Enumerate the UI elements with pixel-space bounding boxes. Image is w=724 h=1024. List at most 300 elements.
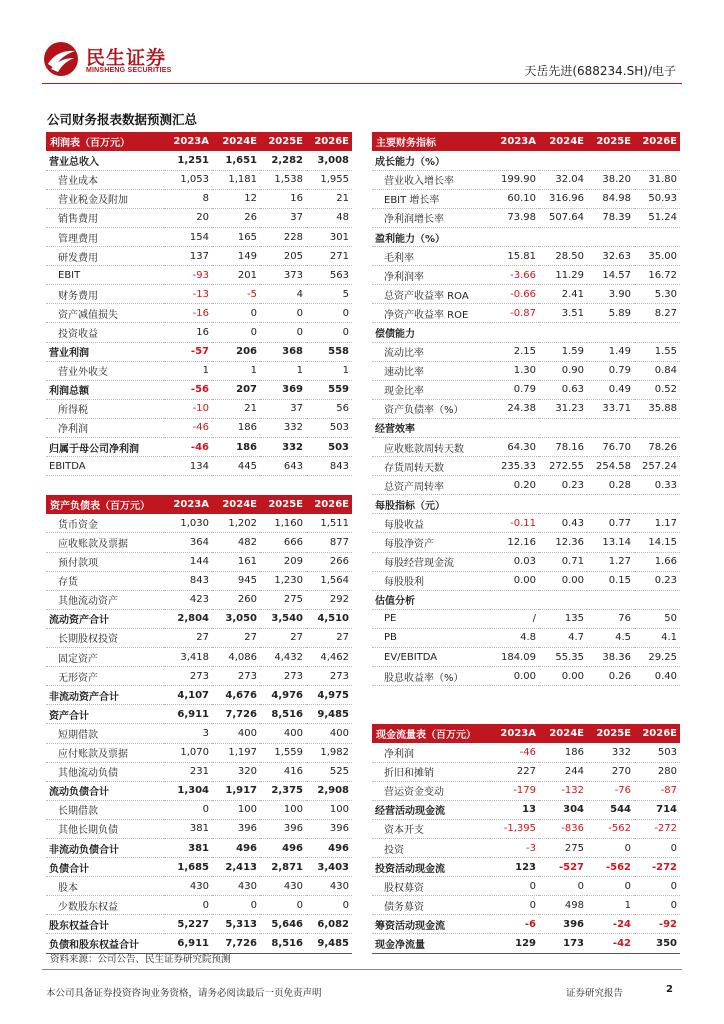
table-row [372, 342, 680, 361]
row-label: 研发费用 [46, 247, 164, 266]
value-cell: 100 [212, 800, 260, 819]
spacer-row [372, 686, 680, 705]
value-cell: -132 [539, 781, 587, 800]
value-cell: 0.40 [634, 667, 680, 686]
value-cell: -46 [164, 418, 212, 437]
value-cell: 843 [164, 571, 212, 590]
row-label: EV/EBITDA [372, 648, 490, 667]
spacer-cell [372, 686, 680, 705]
value-cell: 35.88 [634, 399, 680, 418]
value-cell: 32.04 [539, 170, 587, 189]
row-label: 营业利润 [46, 342, 164, 361]
header-label: 利润表（百万元） [46, 132, 164, 151]
value-cell [490, 418, 539, 437]
value-cell: 161 [212, 552, 260, 571]
value-cell: 60.10 [490, 189, 539, 208]
value-cell: 16 [260, 189, 306, 208]
value-cell: 11.29 [539, 266, 587, 285]
row-label: 成长能力（%） [372, 151, 490, 170]
value-cell [634, 495, 680, 514]
value-cell: -0.87 [490, 304, 539, 323]
value-cell: 12.36 [539, 533, 587, 552]
row-label: 净资产收益率 ROE [372, 304, 490, 323]
table-row [46, 418, 352, 437]
table-row [372, 800, 680, 819]
value-cell: -24 [587, 915, 634, 934]
row-label: 股东权益合计 [46, 915, 164, 934]
value-cell: 423 [164, 590, 212, 609]
table-row [46, 533, 352, 552]
header-year: 2026E [306, 495, 352, 514]
value-cell: 149 [212, 247, 260, 266]
value-cell: 496 [260, 838, 306, 857]
table-row [46, 227, 352, 246]
value-cell: 186 [212, 438, 260, 457]
value-cell: 301 [306, 227, 352, 246]
row-label: PE [372, 609, 490, 628]
row-label: PB [372, 628, 490, 647]
value-cell: 135 [539, 609, 587, 628]
value-cell: 1,511 [306, 514, 352, 533]
value-cell: 4.5 [587, 628, 634, 647]
value-cell [587, 323, 634, 342]
value-cell: 28.50 [539, 247, 587, 266]
row-label: 股权募资 [372, 877, 490, 896]
value-cell: 5,646 [260, 915, 306, 934]
value-cell: 260 [212, 590, 260, 609]
value-cell [490, 495, 539, 514]
value-cell: 33.71 [587, 399, 634, 418]
value-cell: 1.27 [587, 552, 634, 571]
value-cell: 5,313 [212, 915, 260, 934]
value-cell: -3 [490, 838, 539, 857]
logo-en-text: MINSHENG SECURITIES [86, 67, 172, 74]
value-cell: -272 [634, 819, 680, 838]
table-row [372, 189, 680, 208]
value-cell [587, 590, 634, 609]
value-cell: 16.72 [634, 266, 680, 285]
value-cell: 4,976 [260, 686, 306, 705]
table-row [372, 628, 680, 647]
value-cell: 2,871 [260, 858, 306, 877]
value-cell: -562 [587, 819, 634, 838]
row-label: EBIT 增长率 [372, 189, 490, 208]
table-row [46, 628, 352, 647]
row-label: 经营活动现金流 [372, 800, 490, 819]
row-label: 预付款项 [46, 552, 164, 571]
value-cell: 0 [306, 896, 352, 915]
table-row [46, 399, 352, 418]
row-label: 股息收益率（%） [372, 667, 490, 686]
value-cell: 1,160 [260, 514, 306, 533]
value-cell: 51.24 [634, 208, 680, 227]
table-row [372, 590, 680, 609]
table-row [46, 323, 352, 342]
row-label: 非流动资产合计 [46, 686, 164, 705]
value-cell: 396 [212, 819, 260, 838]
value-cell [634, 227, 680, 246]
value-cell: / [490, 609, 539, 628]
value-cell: 0.20 [490, 476, 539, 495]
value-cell: 231 [164, 762, 212, 781]
value-cell: 0.00 [539, 667, 587, 686]
spacer-row [372, 705, 680, 724]
value-cell: 1,202 [212, 514, 260, 533]
value-cell [587, 418, 634, 437]
row-label: 净利润率 [372, 266, 490, 285]
value-cell: 1 [306, 361, 352, 380]
row-label: 营业税金及附加 [46, 189, 164, 208]
row-label: 存货周转天数 [372, 457, 490, 476]
row-label: 存货 [46, 571, 164, 590]
value-cell: 0.71 [539, 552, 587, 571]
table-row [372, 247, 680, 266]
table-row [46, 514, 352, 533]
value-cell: 0.79 [490, 380, 539, 399]
value-cell: -562 [587, 858, 634, 877]
value-cell: 186 [212, 418, 260, 437]
row-label: 货币资金 [46, 514, 164, 533]
value-cell: 48 [306, 208, 352, 227]
value-cell: -527 [539, 858, 587, 877]
value-cell: 76.70 [587, 438, 634, 457]
header-divider [42, 83, 682, 84]
value-cell: 50 [634, 609, 680, 628]
value-cell: 1,955 [306, 170, 352, 189]
row-label: 长期借款 [46, 800, 164, 819]
value-cell: 877 [306, 533, 352, 552]
value-cell: -46 [490, 743, 539, 762]
value-cell: 4,432 [260, 648, 306, 667]
row-label: 短期借款 [46, 724, 164, 743]
value-cell: 31.80 [634, 170, 680, 189]
table-row [372, 266, 680, 285]
value-cell: -92 [634, 915, 680, 934]
value-cell: 0.43 [539, 514, 587, 533]
value-cell: 563 [306, 266, 352, 285]
right-financial-table [372, 132, 680, 954]
row-label: 流动资产合计 [46, 609, 164, 628]
table-row [46, 877, 352, 896]
value-cell: 2,413 [212, 858, 260, 877]
row-label: 投资收益 [46, 323, 164, 342]
value-cell: 1,917 [212, 781, 260, 800]
value-cell: 316.96 [539, 189, 587, 208]
table-row [372, 819, 680, 838]
value-cell: 0 [306, 304, 352, 323]
row-label: 无形资产 [46, 667, 164, 686]
value-cell: 0 [212, 896, 260, 915]
value-cell: 273 [306, 667, 352, 686]
value-cell: 4,510 [306, 609, 352, 628]
value-cell: 1 [260, 361, 306, 380]
value-cell: 14.15 [634, 533, 680, 552]
value-cell: 2,908 [306, 781, 352, 800]
value-cell [490, 323, 539, 342]
table-row [372, 170, 680, 189]
table-row [372, 208, 680, 227]
value-cell: 8.27 [634, 304, 680, 323]
value-cell [539, 418, 587, 437]
header-label: 主要财务指标 [372, 132, 490, 151]
table-row [372, 571, 680, 590]
spacer-cell [372, 705, 680, 724]
table-header-row [46, 132, 352, 151]
header-label: 现金流量表（百万元） [372, 724, 490, 743]
value-cell: 0 [587, 877, 634, 896]
value-cell: 9,485 [306, 934, 352, 953]
row-label: 所得税 [46, 399, 164, 418]
header-year: 2024E [539, 132, 587, 151]
header-year: 2026E [634, 132, 680, 151]
value-cell: 0 [164, 800, 212, 819]
header-year: 2025E [587, 132, 634, 151]
value-cell: 1,304 [164, 781, 212, 800]
value-cell [634, 418, 680, 437]
value-cell: 24.38 [490, 399, 539, 418]
value-cell: 129 [490, 934, 539, 953]
value-cell [587, 227, 634, 246]
row-label: 非流动负债合计 [46, 838, 164, 857]
value-cell: 227 [490, 762, 539, 781]
value-cell: 8 [164, 189, 212, 208]
table-row [46, 342, 352, 361]
value-cell: 4,086 [212, 648, 260, 667]
value-cell: 1,030 [164, 514, 212, 533]
row-label: 资产合计 [46, 705, 164, 724]
value-cell: 3,008 [306, 151, 352, 170]
value-cell: 1,651 [212, 151, 260, 170]
table-row [372, 877, 680, 896]
value-cell: 26 [212, 208, 260, 227]
value-cell: 4,462 [306, 648, 352, 667]
table-row [372, 418, 680, 437]
value-cell: -179 [490, 781, 539, 800]
value-cell: 0 [260, 896, 306, 915]
row-label: EBITDA [46, 457, 164, 476]
value-cell: 373 [260, 266, 306, 285]
value-cell: 0.03 [490, 552, 539, 571]
value-cell: 27 [260, 628, 306, 647]
value-cell: 27 [164, 628, 212, 647]
value-cell: 0 [260, 304, 306, 323]
table-row [372, 151, 680, 170]
row-label: 应付账款及票据 [46, 743, 164, 762]
row-label: 盈利能力（%） [372, 227, 490, 246]
value-cell: 0 [164, 896, 212, 915]
value-cell: 396 [260, 819, 306, 838]
value-cell: 1.59 [539, 342, 587, 361]
value-cell: 1.66 [634, 552, 680, 571]
table-row [372, 533, 680, 552]
value-cell: 78.26 [634, 438, 680, 457]
value-cell: 544 [587, 800, 634, 819]
value-cell: 275 [260, 590, 306, 609]
value-cell: 0.26 [587, 667, 634, 686]
value-cell: 1 [164, 361, 212, 380]
value-cell: 184.09 [490, 648, 539, 667]
table-row [46, 762, 352, 781]
value-cell: 50.93 [634, 189, 680, 208]
value-cell: 1,982 [306, 743, 352, 762]
value-cell [539, 495, 587, 514]
table-row [46, 724, 352, 743]
value-cell: 21 [212, 399, 260, 418]
row-label: 负债和股东权益合计 [46, 934, 164, 953]
value-cell: 76 [587, 609, 634, 628]
value-cell: -272 [634, 858, 680, 877]
value-cell: 173 [539, 934, 587, 953]
value-cell: -42 [587, 934, 634, 953]
value-cell: 400 [212, 724, 260, 743]
table-row [46, 189, 352, 208]
table-row [46, 208, 352, 227]
value-cell: 3,540 [260, 609, 306, 628]
value-cell: -57 [164, 342, 212, 361]
table-row [372, 476, 680, 495]
value-cell: 0 [260, 323, 306, 342]
value-cell: 0.28 [587, 476, 634, 495]
value-cell: 350 [634, 934, 680, 953]
table-row [372, 743, 680, 762]
table-header-row [372, 724, 680, 743]
footer-report-type: 证券研究报告 [566, 988, 624, 999]
value-cell: 0.00 [539, 571, 587, 590]
value-cell [539, 323, 587, 342]
header-year: 2025E [260, 495, 306, 514]
header-year: 2025E [587, 724, 634, 743]
table-row [46, 552, 352, 571]
company-logo [42, 40, 202, 80]
table-row [372, 457, 680, 476]
value-cell: -13 [164, 285, 212, 304]
row-label: 偿债能力 [372, 323, 490, 342]
row-label: 营业总收入 [46, 151, 164, 170]
value-cell: 1,053 [164, 170, 212, 189]
row-label: 利润总额 [46, 380, 164, 399]
value-cell: 0.33 [634, 476, 680, 495]
value-cell: 332 [587, 743, 634, 762]
value-cell: 209 [260, 552, 306, 571]
value-cell [587, 151, 634, 170]
table-row [372, 667, 680, 686]
value-cell: -836 [539, 819, 587, 838]
value-cell: 4.7 [539, 628, 587, 647]
header-year: 2023A [490, 132, 539, 151]
value-cell: 38.36 [587, 648, 634, 667]
value-cell: 8,516 [260, 934, 306, 953]
value-cell: 945 [212, 571, 260, 590]
table-row [372, 285, 680, 304]
value-cell: 6,082 [306, 915, 352, 934]
value-cell: 368 [260, 342, 306, 361]
value-cell [490, 590, 539, 609]
row-label: EBIT [46, 266, 164, 285]
value-cell: 3,418 [164, 648, 212, 667]
value-cell [490, 227, 539, 246]
value-cell: 6,911 [164, 705, 212, 724]
value-cell: 37 [260, 399, 306, 418]
value-cell: 4 [260, 285, 306, 304]
row-label: 股本 [46, 877, 164, 896]
value-cell: 272.55 [539, 457, 587, 476]
row-label: 每股股利 [372, 571, 490, 590]
table-row [46, 915, 352, 934]
value-cell: 207 [212, 380, 260, 399]
table-row [372, 838, 680, 857]
value-cell: 273 [260, 667, 306, 686]
table-row [372, 361, 680, 380]
value-cell: 1 [587, 896, 634, 915]
table-row [372, 495, 680, 514]
value-cell: 123 [490, 858, 539, 877]
row-label: 长期股权投资 [46, 628, 164, 647]
table-row [46, 743, 352, 762]
row-label: 折旧和摊销 [372, 762, 490, 781]
row-label: 少数股东权益 [46, 896, 164, 915]
row-label: 流动负债合计 [46, 781, 164, 800]
table-row [46, 590, 352, 609]
table-row [46, 438, 352, 457]
value-cell: 5 [306, 285, 352, 304]
value-cell: 27 [306, 628, 352, 647]
value-cell: 643 [260, 457, 306, 476]
value-cell: 201 [212, 266, 260, 285]
value-cell: 1.49 [587, 342, 634, 361]
row-label: 筹资活动现金流 [372, 915, 490, 934]
value-cell: -76 [587, 781, 634, 800]
value-cell: 559 [306, 380, 352, 399]
value-cell: 0 [306, 323, 352, 342]
table-row [46, 667, 352, 686]
table-row [46, 151, 352, 170]
value-cell: 228 [260, 227, 306, 246]
table-row [372, 648, 680, 667]
value-cell: 0 [634, 896, 680, 915]
value-cell: 3,403 [306, 858, 352, 877]
table-row [46, 838, 352, 857]
row-label: 财务费用 [46, 285, 164, 304]
table-row [372, 304, 680, 323]
table-row [372, 399, 680, 418]
value-cell: 400 [260, 724, 306, 743]
value-cell: 4,107 [164, 686, 212, 705]
value-cell: 186 [539, 743, 587, 762]
value-cell [539, 227, 587, 246]
table-row [46, 648, 352, 667]
value-cell: 396 [539, 915, 587, 934]
value-cell: 15.81 [490, 247, 539, 266]
value-cell: 5.30 [634, 285, 680, 304]
table-row [46, 304, 352, 323]
row-label: 速动比率 [372, 361, 490, 380]
value-cell [539, 590, 587, 609]
value-cell: 1 [212, 361, 260, 380]
value-cell: 273 [164, 667, 212, 686]
value-cell: 496 [212, 838, 260, 857]
value-cell: 332 [260, 418, 306, 437]
value-cell: 0 [212, 304, 260, 323]
value-cell: 7,726 [212, 934, 260, 953]
footer-disclaimer: 本公司具备证券投资咨询业务资格，请务必阅读最后一页免责声明 [46, 988, 322, 999]
value-cell: -56 [164, 380, 212, 399]
value-cell: 31.23 [539, 399, 587, 418]
value-cell [634, 151, 680, 170]
value-cell: 369 [260, 380, 306, 399]
value-cell: 254.58 [587, 457, 634, 476]
table-row [46, 819, 352, 838]
value-cell: -5 [212, 285, 260, 304]
